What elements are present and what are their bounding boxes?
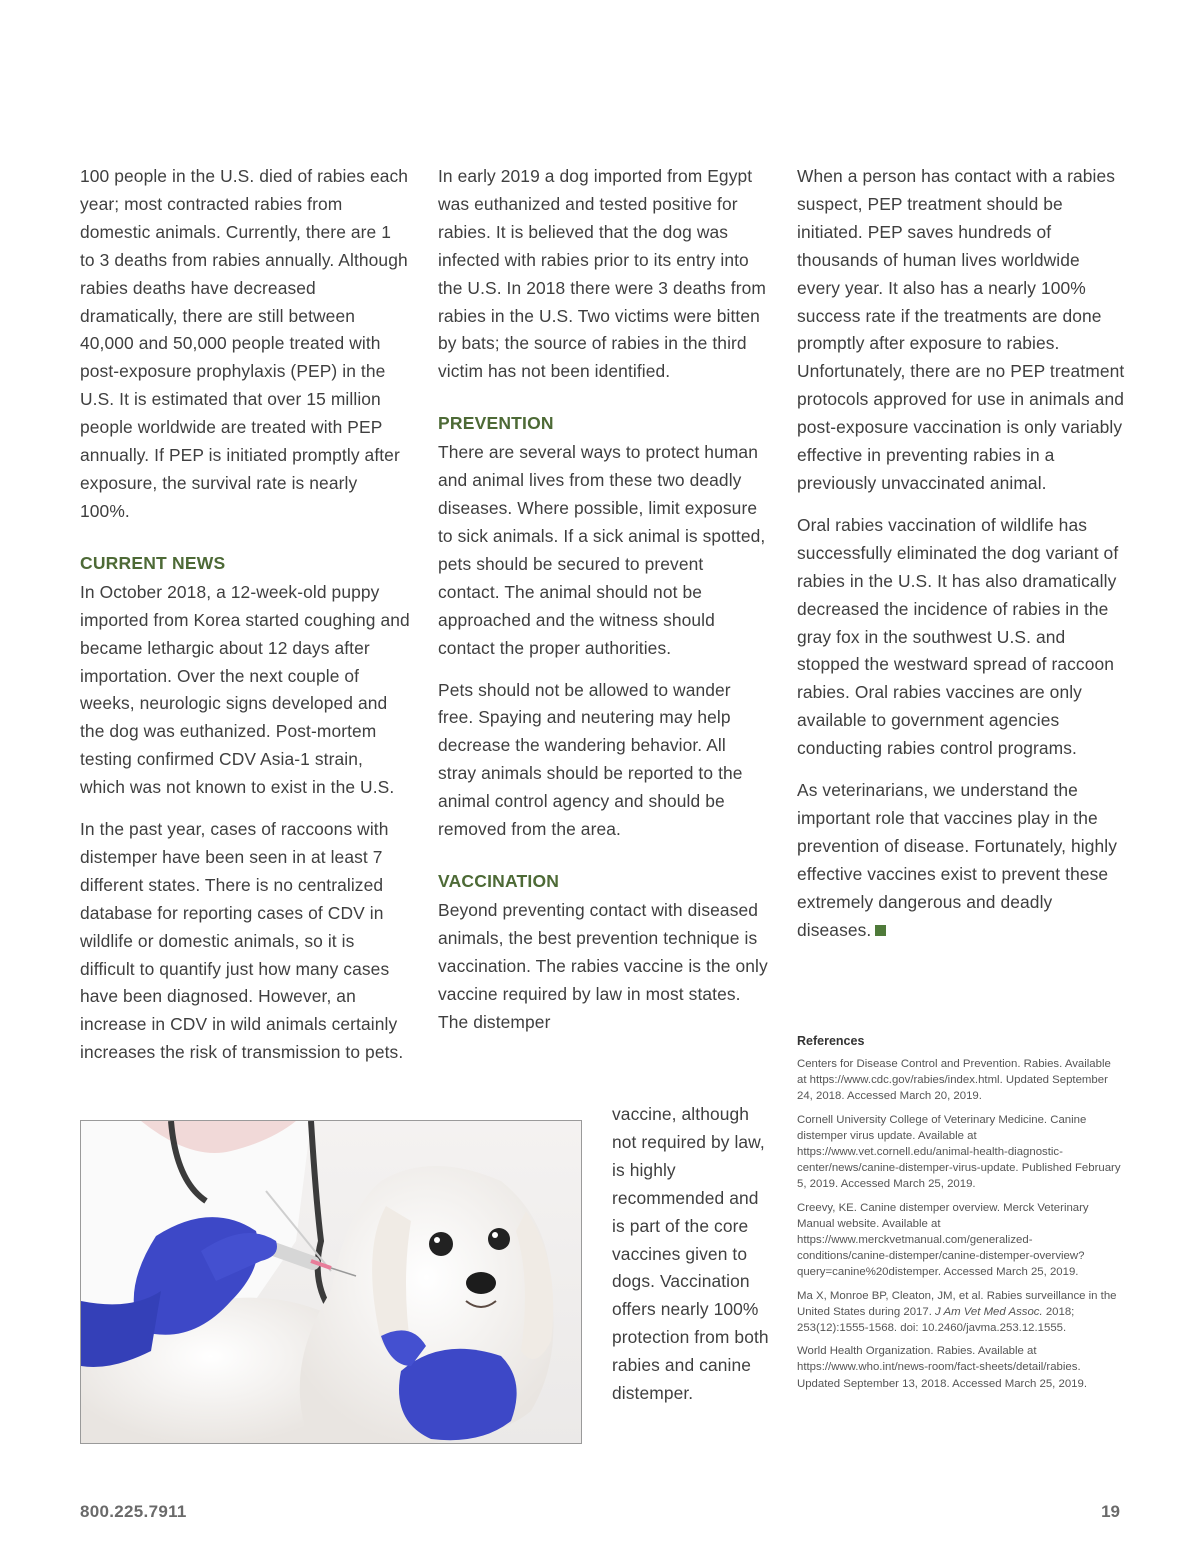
vet-vaccinating-dog-image [81,1121,582,1444]
heading-prevention: PREVENTION [438,413,554,434]
heading-vaccination: VACCINATION [438,870,560,891]
references-heading: References [797,1034,865,1048]
paragraph: vaccine, although not required by law, is highly recommended and is part of the core vaccines given to dogs. Vaccination offers nearly 100% protection from both rabies and canine distemper. [612,1104,769,1404]
reference-item: World Health Organization. Rabies. Available at https://www.who.int/news-room/fact-sheets/detail/rabies. Updated September 13, 2018. Accessed March 25, 2019. [797,1345,1088,1390]
reference-item: Centers for Disease Control and Prevention. Rabies. Available at https://www.cdc.gov/rabies/index.html. Updated September 24, 2018. Accessed March 20, 2019. [797,1058,1111,1103]
paragraph: In October 2018, a 12-week-old puppy imported from Korea started coughing and became lethargic about 12 days after importation. Over the next couple of weeks, neurologic signs developed and the dog was euthanized. Post-mortem testing confirmed CDV Asia-1 strain, which was not known to exist in the U.S. [80,581,410,798]
paragraph: In the past year, cases of raccoons with distemper have been seen in at least 7 different states. There is no centralized database for reporting cases of CDV in wildlife or domestic animals, so it is difficult to quantify just how many cases have been diagnosed. However, an increase in CDV in wild animals certainly increases the risk of transmission to pets. [80,819,404,1063]
heading-current-news: CURRENT NEWS [80,552,226,573]
paragraph: Oral rabies vaccination of wildlife has successfully eliminated the dog variant of rabies in the U.S. It has also dramatically decreased the incidence of rabies in the gray fox in the southwest U.S. and stopped the westward spread of raccoon rabies. Oral rabies vaccines are only available to government agencies conducting rabies control programs. [797,514,1119,759]
paragraph-text: As veterinarians, we understand the important role that vaccines play in the prevention of disease. Fortunately, highly effective vaccines exist to prevent these extremely dangerous and deadly diseases. [797,780,1117,940]
footer-phone: 800.225.7911 [80,1502,187,1521]
paragraph: Beyond preventing contact with diseased animals, the best prevention technique is vaccination. The rabies vaccine is the only vaccine required by law in most states. The distemper [438,899,768,1032]
vaccination-photo [80,1120,582,1444]
paragraph: 100 people in the U.S. died of rabies each year; most contracted rabies from domestic animals. Currently, there are 1 to 3 deaths from rabies annually. Although rabies deaths have decreased dramatically, there are still between 40,000 and 50,000 people treated with post-exposure prophylaxis (PEP) in the U.S. It is estimated that over 15 million people worldwide are treated with PEP annually. If PEP is initiated promptly after exposure, the survival rate is nearly 100%. [80,166,409,521]
end-mark-icon [875,925,886,936]
reference-item: Cornell University College of Veterinary Medicine. Canine distemper virus update. Available at https://www.vet.cornell.edu/animal-health-diagnostic-center/news/canine-distemper-virus-update. Published February 5, 2019. Accessed March 25, 2019. [797,1113,1121,1191]
references [797,1034,1122,1399]
column-1 [80,163,410,1081]
reference-text: 2018; 253(12):1555-1568. doi: 10.2460/javma.253.12.1555. [797,1305,1075,1335]
column-2-wrap [612,1101,772,1408]
column-3 [797,163,1127,958]
paragraph: There are several ways to protect human and animal lives from these two deadly diseases. Where possible, limit exposure to sick animals. If a sick animal is spotted, pets should be secured to prevent contact. The animal should not be approached and the witness should contact the proper authorities. [438,442,766,658]
paragraph: In early 2019 a dog imported from Egypt was euthanized and tested positive for rabies. It is believed that the dog was infected with rabies prior to its entry into the U.S. In 2018 there were 3 deaths from rabies in the U.S. Two victims were bitten by bats; the source of rabies in the third victim has not been identified. [438,166,766,382]
page-number: 19 [1101,1502,1120,1521]
column-2 [438,163,768,1050]
paragraph: When a person has contact with a rabies suspect, PEP treatment should be initiated. PEP saves hundreds of thousands of human lives worldwide every year. It also has a nearly 100% success rate if the treatments are done promptly after exposure to rabies. Unfortunately, there are no PEP treatment protocols approved for use in animals and post-exposure vaccination is only variably effective in preventing rabies in a previously unvaccinated animal. [797,166,1125,493]
paragraph: Pets should not be allowed to wander free. Spaying and neutering may help decrease the wandering behavior. All stray animals should be reported to the animal control agency and should be removed from the area. [438,679,743,840]
paragraph-closing [797,777,1127,944]
reference-item [797,1288,1122,1337]
reference-item: Creevy, KE. Canine distemper overview. Merck Veterinary Manual website. Available at https://www.merckvetmanual.com/generalized-conditions/canine-distemper/canine-distemper-overview?query=canine%20distemper. Accessed March 25, 2019. [797,1201,1089,1279]
reference-journal: J Am Vet Med Assoc. [935,1305,1043,1318]
reference-text: Ma X, Monroe BP, Cleaton, JM, et al. Rabies surveillance in the United States during 2017. [797,1289,1117,1318]
